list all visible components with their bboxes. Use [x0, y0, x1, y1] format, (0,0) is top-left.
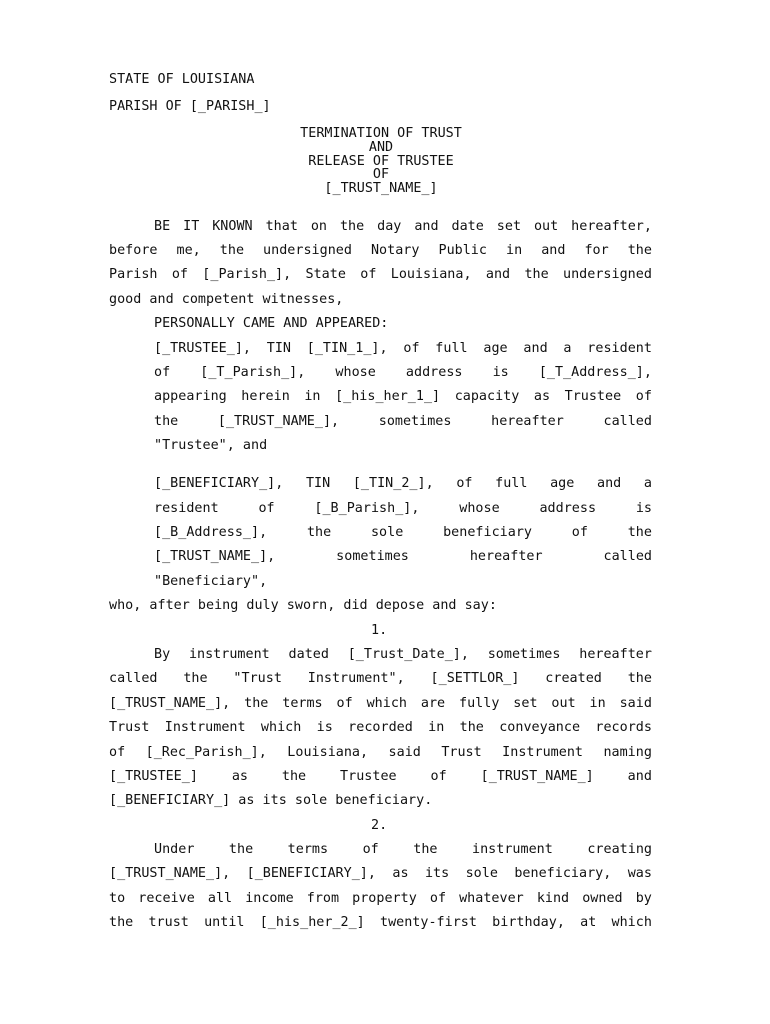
word: the: [339, 219, 365, 234]
word: terms: [282, 696, 323, 711]
word: [_TRUST_NAME_],: [109, 866, 231, 881]
word: kind: [536, 891, 570, 906]
appeared-heading: PERSONALLY CAME AND APPEARED:: [154, 316, 389, 331]
word: the: [281, 769, 307, 784]
word: Notary: [370, 243, 420, 258]
title-line-4: OF: [372, 167, 390, 182]
beneficiary-line-4: [154, 549, 652, 565]
word: [_TRUST_NAME_],: [109, 696, 231, 711]
word: for: [584, 243, 609, 258]
word: said: [388, 745, 421, 760]
word: Trustee: [340, 769, 397, 784]
word: income: [245, 891, 294, 906]
word: instrument: [188, 647, 270, 662]
word: to: [109, 891, 126, 906]
word: Public: [438, 243, 487, 258]
word: of: [429, 891, 447, 906]
trustee-line-5: "Trustee", and: [154, 438, 268, 453]
word: sometimes: [336, 549, 409, 564]
word: of: [362, 842, 379, 857]
word: address: [539, 501, 597, 516]
section-2-line-4: [109, 915, 652, 931]
parish-heading: PARISH OF [_PARISH_]: [109, 99, 271, 114]
word: receive: [138, 891, 195, 906]
word: [_TRUSTEE_],: [154, 341, 251, 356]
word: of: [109, 745, 126, 760]
word: owned: [582, 891, 623, 906]
word: of: [430, 769, 447, 784]
word: are: [420, 696, 446, 711]
word: called: [603, 414, 652, 429]
trustee-line-2: [154, 365, 652, 381]
word: of: [360, 267, 377, 282]
word: By: [154, 647, 171, 662]
word: IT: [183, 219, 200, 234]
word: the: [183, 671, 208, 686]
word: resident: [587, 341, 652, 356]
beneficiary-line-5: "Beneficiary",: [154, 574, 268, 589]
word: of: [571, 525, 588, 540]
word: conveyance: [499, 720, 581, 735]
word: the: [627, 243, 652, 258]
beneficiary-line-1: [154, 476, 652, 492]
word: TIN: [266, 341, 291, 356]
word: Instrument",: [307, 671, 405, 686]
word: address: [405, 365, 463, 380]
trustee-line-3: [154, 389, 652, 405]
word: "Trust: [233, 671, 282, 686]
word: until: [204, 915, 245, 930]
title-line-2: AND: [368, 140, 394, 155]
word: [_TIN_1_],: [306, 341, 388, 356]
word: hereafter: [469, 549, 543, 564]
word: whose: [459, 501, 500, 516]
word: its: [424, 866, 450, 881]
intro-line-2: [109, 243, 652, 259]
word: the: [154, 414, 179, 429]
word: out: [551, 696, 576, 711]
word: as: [231, 769, 248, 784]
word: twenty-first: [379, 915, 477, 930]
word: of: [171, 267, 188, 282]
word: and: [523, 341, 548, 356]
word: TIN: [305, 476, 331, 491]
section-1-line-6: [109, 769, 652, 785]
title-line-5: [_TRUST_NAME_]: [324, 181, 438, 196]
word: created: [545, 671, 602, 686]
word: Parish: [109, 267, 158, 282]
word: instrument: [472, 842, 553, 857]
beneficiary-line-2: [154, 501, 652, 517]
sworn-line: who, after being duly sworn, did depose and say:: [109, 598, 497, 613]
word: age: [550, 476, 575, 491]
word: [_his_her_1_]: [335, 389, 441, 404]
intro-line-3: [109, 267, 652, 283]
word: set: [496, 219, 522, 234]
word: age: [483, 341, 508, 356]
word: BE: [154, 219, 171, 234]
word: is: [316, 720, 333, 735]
state-heading: STATE OF LOUISIANA: [109, 72, 255, 87]
word: full: [495, 476, 528, 491]
word: [_his_her_2_]: [259, 915, 365, 930]
word: [_T_Address_],: [538, 365, 652, 380]
section-1-line-5: [109, 745, 652, 761]
word: State: [305, 267, 346, 282]
word: the: [228, 842, 254, 857]
word: [_TRUST_NAME_]: [480, 769, 594, 784]
word: before: [109, 243, 158, 258]
word: set: [513, 696, 538, 711]
trustee-line-4: [154, 414, 652, 430]
word: on: [310, 219, 328, 234]
word: at: [580, 915, 597, 930]
word: was: [627, 866, 652, 881]
word: birthday,: [492, 915, 565, 930]
word: from: [306, 891, 340, 906]
title-line-1: TERMINATION OF TRUST: [300, 126, 462, 141]
word: as: [533, 389, 551, 404]
word: is: [635, 501, 652, 516]
word: in: [506, 243, 523, 258]
word: of: [635, 389, 652, 404]
section-2-number: 2.: [371, 818, 388, 833]
trustee-line-1: [154, 341, 652, 357]
word: a: [643, 476, 652, 491]
word: [_BENEFICIARY_],: [154, 476, 284, 491]
word: is: [492, 365, 509, 380]
intro-line-1: [154, 219, 652, 235]
word: beneficiary: [443, 525, 532, 540]
word: the: [627, 671, 652, 686]
word: sole: [370, 525, 404, 540]
word: sole: [465, 866, 498, 881]
word: herein: [241, 389, 290, 404]
word: and: [627, 769, 652, 784]
word: records: [595, 720, 652, 735]
word: the: [306, 525, 332, 540]
word: resident: [154, 501, 219, 516]
word: the: [219, 243, 245, 258]
word: fully: [459, 696, 500, 711]
word: the: [627, 525, 652, 540]
section-1-line-7: [_BENEFICIARY_] as its sole beneficiary.: [109, 793, 433, 808]
section-2-line-2: [109, 866, 652, 882]
word: dated: [288, 647, 329, 662]
word: [_SETTLOR_]: [430, 671, 520, 686]
word: of: [403, 341, 420, 356]
word: and: [485, 267, 511, 282]
word: hereafter: [579, 647, 652, 662]
word: [_TRUST_NAME_],: [217, 414, 340, 429]
word: the: [413, 842, 438, 857]
word: Instrument: [164, 720, 246, 735]
word: Louisiana,: [287, 745, 369, 760]
word: called: [603, 549, 652, 564]
word: terms: [287, 842, 329, 857]
word: whose: [335, 365, 376, 380]
word: called: [109, 671, 158, 686]
word: [_TRUST_NAME_],: [154, 549, 276, 564]
word: [_Trust_Date_],: [347, 647, 469, 662]
word: sometimes: [487, 647, 561, 662]
section-1-line-1: [154, 647, 652, 663]
word: and: [414, 219, 439, 234]
section-2-line-3: [109, 891, 652, 907]
word: the: [109, 915, 134, 930]
word: of: [258, 501, 275, 516]
section-1-number: 1.: [371, 623, 388, 638]
intro-line-4: good and competent witnesses,: [109, 292, 344, 307]
word: Louisiana,: [390, 267, 472, 282]
word: capacity: [454, 389, 520, 404]
word: and: [596, 476, 622, 491]
word: Trustee: [564, 389, 622, 404]
section-1-line-3: [109, 696, 652, 712]
word: property: [352, 891, 417, 906]
word: in: [589, 696, 606, 711]
word: appearing: [154, 389, 227, 404]
word: Instrument: [502, 745, 583, 760]
word: and: [541, 243, 566, 258]
section-1-line-4: [109, 720, 652, 736]
word: as: [392, 866, 409, 881]
word: which: [260, 720, 302, 735]
word: by: [635, 891, 652, 906]
word: creating: [587, 842, 652, 857]
word: which: [611, 915, 652, 930]
section-1-line-2: [109, 671, 652, 687]
section-2-line-1: [154, 842, 652, 858]
word: trust: [148, 915, 189, 930]
word: in: [428, 720, 445, 735]
word: of: [336, 696, 353, 711]
word: [_TRUSTEE_]: [109, 769, 198, 784]
word: beneficiary,: [514, 866, 612, 881]
word: of: [154, 365, 171, 380]
word: KNOWN: [212, 219, 253, 234]
word: undersigned: [563, 267, 652, 282]
word: [_B_Parish_],: [314, 501, 420, 516]
word: hereafter: [491, 414, 564, 429]
word: [_TIN_2_],: [352, 476, 434, 491]
word: Trust: [441, 745, 482, 760]
word: day: [377, 219, 402, 234]
word: me,: [176, 243, 201, 258]
word: of: [456, 476, 473, 491]
word: hereafter,: [571, 219, 652, 234]
word: [_BENEFICIARY_],: [246, 866, 376, 881]
word: Under: [154, 842, 195, 857]
word: that: [265, 219, 298, 234]
word: the: [524, 267, 549, 282]
word: [_Rec_Parish_],: [145, 745, 267, 760]
title-line-3: RELEASE OF TRUSTEE: [308, 154, 454, 169]
word: a: [563, 341, 572, 356]
word: [_B_Address_],: [154, 525, 268, 540]
word: said: [619, 696, 652, 711]
word: the: [459, 720, 484, 735]
word: naming: [603, 745, 652, 760]
word: in: [304, 389, 321, 404]
word: all: [207, 891, 233, 906]
word: date: [451, 219, 484, 234]
word: [_Parish_],: [202, 267, 292, 282]
word: recorded: [348, 720, 413, 735]
word: Trust: [109, 720, 150, 735]
word: [_T_Parish_],: [200, 365, 306, 380]
word: whatever: [459, 891, 524, 906]
word: sometimes: [378, 414, 452, 429]
beneficiary-line-3: [154, 525, 652, 541]
word: which: [366, 696, 407, 711]
word: the: [244, 696, 269, 711]
word: out: [533, 219, 559, 234]
word: undersigned: [263, 243, 352, 258]
word: full: [435, 341, 468, 356]
